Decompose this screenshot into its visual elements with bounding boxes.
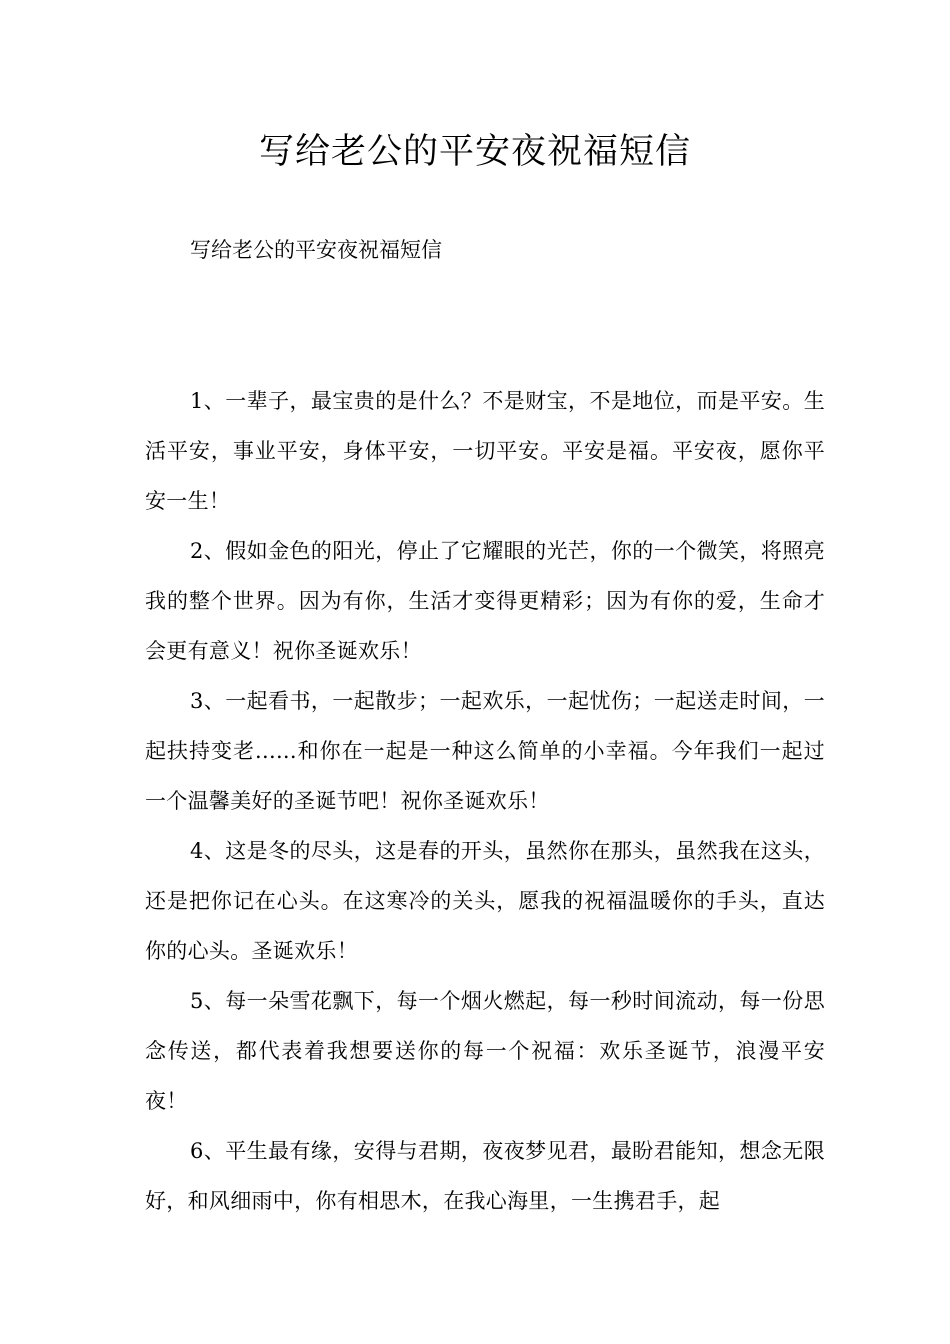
paragraph-1: 1、一辈子，最宝贵的是什么？不是财宝，不是地位，而是平安。生活平安，事业平安，身体平安，一切平安。平安是福。平安夜，愿你平安一生！: [145, 389, 825, 513]
document-subtitle: 写给老公的平安夜祝福短信: [190, 238, 442, 262]
document-title: 写给老公的平安夜祝福短信: [258, 132, 691, 172]
paragraph-5: 5、每一朵雪花飘下，每一个烟火燃起，每一秒时间流动，每一份思念传送，都代表着我想要送你的每一个祝福：欢乐圣诞节，浪漫平安夜！: [145, 989, 825, 1113]
paragraph-2: 2、假如金色的阳光，停止了它耀眼的光芒，你的一个微笑，将照亮我的整个世界。因为有你，生活才变得更精彩；因为有你的爱，生命才会更有意义！祝你圣诞欢乐！: [145, 539, 825, 663]
document-body: [145, 376, 825, 1226]
paragraph-6: 6、平生最有缘，安得与君期，夜夜梦见君，最盼君能知，想念无限好，和风细雨中，你有相思木，在我心海里，一生携君手，起: [145, 1139, 825, 1213]
paragraph-3: 3、一起看书，一起散步；一起欢乐，一起忧伤；一起送走时间，一起扶持变老......和你在一起是一种这么简单的小幸福。今年我们一起过一个温馨美好的圣诞节吧！祝你圣诞欢乐！: [145, 689, 825, 813]
paragraph-4: 4、这是冬的尽头，这是春的开头，虽然你在那头，虽然我在这头，还是把你记在心头。在这寒冷的关头，愿我的祝福温暖你的手头，直达你的心头。圣诞欢乐！: [145, 839, 825, 963]
